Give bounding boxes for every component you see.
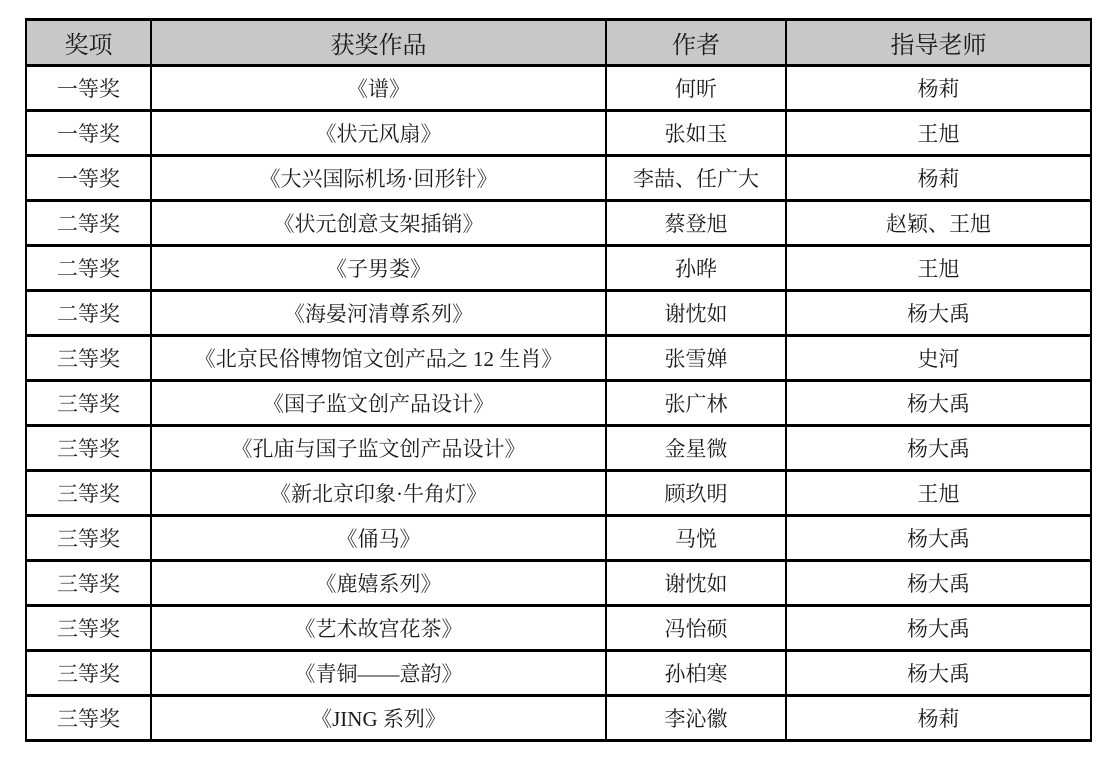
table-row — [26, 606, 1091, 651]
teacher-cell: 杨大禹 — [786, 291, 1091, 336]
author-cell: 顾玖明 — [606, 471, 786, 516]
author-cell: 张如玉 — [606, 111, 786, 156]
work-cell: 《JING 系列》 — [151, 696, 606, 741]
award-cell: 一等奖 — [26, 111, 151, 156]
teacher-cell: 赵颖、王旭 — [786, 201, 1091, 246]
award-cell: 三等奖 — [26, 651, 151, 696]
table-row — [26, 336, 1091, 381]
author-cell: 金星微 — [606, 426, 786, 471]
teacher-cell: 史河 — [786, 336, 1091, 381]
work-cell: 《北京民俗博物馆文创产品之 12 生肖》 — [151, 336, 606, 381]
header-row — [26, 20, 1091, 66]
teacher-cell: 杨大禹 — [786, 561, 1091, 606]
table-row — [26, 561, 1091, 606]
author-cell: 张雪婵 — [606, 336, 786, 381]
author-cell: 孙晔 — [606, 246, 786, 291]
award-cell: 三等奖 — [26, 471, 151, 516]
table-row — [26, 156, 1091, 201]
work-cell: 《艺术故宫花茶》 — [151, 606, 606, 651]
work-cell: 《俑马》 — [151, 516, 606, 561]
award-cell: 三等奖 — [26, 606, 151, 651]
table-row — [26, 111, 1091, 156]
work-cell: 《海晏河清尊系列》 — [151, 291, 606, 336]
table-row — [26, 291, 1091, 336]
author-cell: 谢忱如 — [606, 561, 786, 606]
award-cell: 三等奖 — [26, 381, 151, 426]
work-cell: 《大兴国际机场·回形针》 — [151, 156, 606, 201]
work-cell: 《新北京印象·牛角灯》 — [151, 471, 606, 516]
teacher-cell: 杨大禹 — [786, 606, 1091, 651]
header-teacher: 指导老师 — [786, 20, 1091, 66]
work-cell: 《青铜——意韵》 — [151, 651, 606, 696]
work-cell: 《状元风扇》 — [151, 111, 606, 156]
table-row — [26, 516, 1091, 561]
table-row — [26, 246, 1091, 291]
header-work: 获奖作品 — [151, 20, 606, 66]
teacher-cell: 王旭 — [786, 246, 1091, 291]
teacher-cell: 王旭 — [786, 471, 1091, 516]
table-row — [26, 471, 1091, 516]
header-award: 奖项 — [26, 20, 151, 66]
author-cell: 谢忱如 — [606, 291, 786, 336]
table-row — [26, 201, 1091, 246]
author-cell: 李喆、任广大 — [606, 156, 786, 201]
author-cell: 孙柏寒 — [606, 651, 786, 696]
author-cell: 李沁徽 — [606, 696, 786, 741]
teacher-cell: 杨莉 — [786, 156, 1091, 201]
award-cell: 三等奖 — [26, 336, 151, 381]
teacher-cell: 杨大禹 — [786, 516, 1091, 561]
work-cell: 《孔庙与国子监文创产品设计》 — [151, 426, 606, 471]
teacher-cell: 杨大禹 — [786, 426, 1091, 471]
award-cell: 二等奖 — [26, 201, 151, 246]
award-cell: 三等奖 — [26, 696, 151, 741]
table-row — [26, 696, 1091, 741]
teacher-cell: 杨莉 — [786, 696, 1091, 741]
award-cell: 二等奖 — [26, 246, 151, 291]
teacher-cell: 杨大禹 — [786, 651, 1091, 696]
work-cell: 《子男娄》 — [151, 246, 606, 291]
teacher-cell: 杨莉 — [786, 66, 1091, 111]
table-row — [26, 426, 1091, 471]
author-cell: 蔡登旭 — [606, 201, 786, 246]
author-cell: 冯怡硕 — [606, 606, 786, 651]
work-cell: 《谱》 — [151, 66, 606, 111]
table-row — [26, 651, 1091, 696]
awards-table — [25, 18, 1092, 742]
teacher-cell: 王旭 — [786, 111, 1091, 156]
table-row — [26, 381, 1091, 426]
award-cell: 一等奖 — [26, 156, 151, 201]
award-cell: 三等奖 — [26, 561, 151, 606]
header-author: 作者 — [606, 20, 786, 66]
work-cell: 《国子监文创产品设计》 — [151, 381, 606, 426]
work-cell: 《鹿嬉系列》 — [151, 561, 606, 606]
teacher-cell: 杨大禹 — [786, 381, 1091, 426]
author-cell: 张广林 — [606, 381, 786, 426]
award-cell: 三等奖 — [26, 426, 151, 471]
work-cell: 《状元创意支架插销》 — [151, 201, 606, 246]
author-cell: 马悦 — [606, 516, 786, 561]
table-row — [26, 66, 1091, 111]
author-cell: 何昕 — [606, 66, 786, 111]
award-cell: 一等奖 — [26, 66, 151, 111]
award-cell: 三等奖 — [26, 516, 151, 561]
award-cell: 二等奖 — [26, 291, 151, 336]
